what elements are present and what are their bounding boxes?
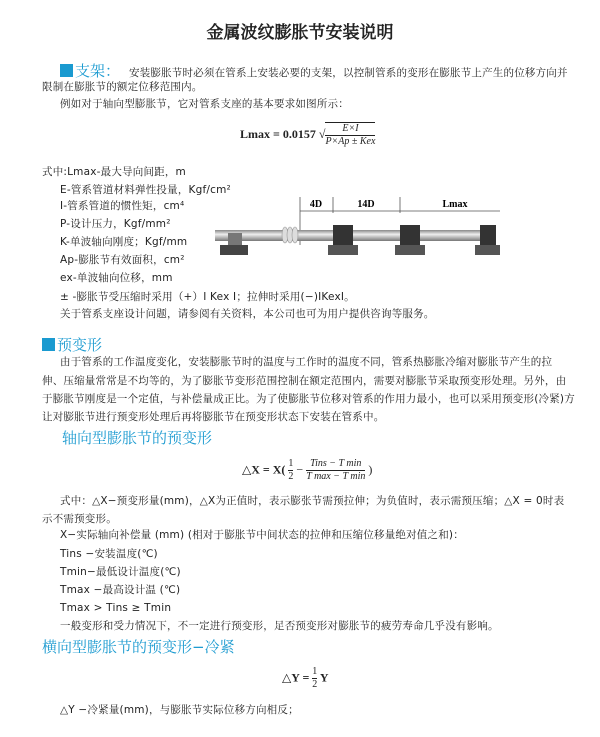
- definition-line: Tmin−最低设计温度(℃): [60, 566, 181, 578]
- heading-text: 预变形: [57, 336, 103, 354]
- paragraph-line: 于膨胀节刚度是一个定值，与补偿量成正比。为了使膨胀节位移对管系的作用力最小，也可以采用预变形(冷紧)方: [42, 393, 575, 405]
- formula-rhs: Y: [319, 670, 329, 685]
- definition-line: ex-单波轴向位移，mm: [60, 272, 173, 284]
- subheading-lateral: 横向型膨胀节的预变形−冷紧: [42, 638, 235, 656]
- label-lmax: Lmax: [442, 199, 468, 210]
- formula-delta-y: [282, 666, 329, 691]
- denominator: T max − T min: [306, 471, 366, 482]
- formula-delta-x: [242, 458, 372, 483]
- numerator: E×I: [325, 123, 375, 136]
- formula-fraction: [325, 122, 375, 148]
- denominator: P×Ap ± Kex: [325, 136, 376, 147]
- formula-lmax: Lmax = 0.0157 √ $\frac{E\times I}{\text{P×Ap ± Kex}}$: [240, 123, 376, 147]
- formula-lhs: △X = X(: [242, 462, 286, 477]
- definition-line: 关于管系支座设计问题，请参阅有关资料，本公司也可为用户提供咨询等服务。: [60, 308, 435, 320]
- half-fraction: [288, 458, 293, 483]
- definition-line: Ap-膨胀节有效面积，cm²: [60, 254, 185, 266]
- section-heading-support: [60, 61, 120, 81]
- half-fraction: [312, 666, 317, 691]
- denominator: 2: [312, 679, 318, 690]
- definition-line: Tmax > Tins ≥ Tmin: [60, 602, 172, 614]
- definition-line: Tins −安装温度(℃): [60, 548, 158, 560]
- definition-line: E-管系管道材料弹性投量，Kgf/cm²: [60, 184, 231, 196]
- subheading-axial: 轴向型膨胀节的预变形: [62, 429, 213, 447]
- bellows: [282, 227, 298, 243]
- square-bullet-icon: [60, 64, 73, 77]
- definition-line: ± -膨胀节受压缩时采用（+）I Kex I；拉伸时采用(−)IKexI。: [60, 291, 355, 303]
- paragraph-line: 安装膨胀节时必须在管系上安装必要的支架，以控制管系的变形在膨胀节上产生的位移方向并: [129, 67, 568, 79]
- definition-line: X−实际轴向补偿量 (mm) (相对于膨胀节中间状态的拉伸和压缩位移量绝对值之和)：: [60, 529, 464, 541]
- paragraph-line: 式中：△X−预变形量(mm)，△X为正值时，表示膨张节需预拉伸；为负值时，表示需预压缩；△X = 0时表: [60, 495, 565, 507]
- section-heading-predeform: [42, 335, 102, 355]
- definition-line: I-管系管道的惯性矩，cm⁴: [60, 200, 185, 212]
- formula-lhs: Lmax = 0.0157: [240, 126, 316, 141]
- paragraph-line: 伸、压缩量常常是不均等的，为了膨胀节变形范围控制在额定范围内，需要对膨胀节采取预变形处理。另外，由: [42, 375, 567, 387]
- numerator: Tins − T min: [306, 458, 365, 471]
- close-paren: ): [368, 462, 373, 477]
- paragraph-line: 让对膨胀节进行预变形处理后再将膨胀节在预变形状态下安装在管系中。: [42, 411, 385, 423]
- paragraph-line: 例如对于轴向型膨胀节，它对管系支座的基本要求如图所示：: [60, 98, 349, 110]
- square-bullet-icon: [42, 338, 55, 351]
- definition-line: K-单波轴向刚度；Kgf/mm: [60, 236, 188, 248]
- paragraph-line: 由于管系的工作温度变化，安装膨胀节时的温度与工作时的温度不同，管系热膨胀冷缩对膨胀节产生的拉: [60, 356, 553, 368]
- formula-lhs: △Y =: [282, 670, 310, 685]
- definition-line: Tmax −最高设计温 (℃): [60, 584, 181, 596]
- paragraph-line: 限制在膨胀节的额定位移范围内。: [42, 81, 203, 93]
- paragraph-line: 示不需预变形。: [42, 513, 117, 525]
- heading-text: 支架：: [75, 62, 121, 80]
- pipe: [215, 230, 495, 241]
- label-14d: 14D: [357, 199, 375, 210]
- definition-line: P-设计压力，Kgf/mm²: [60, 218, 171, 230]
- page-title: 金属波纹膨胀节安装说明: [206, 23, 394, 43]
- numerator: 1: [288, 458, 294, 469]
- definition-line: △Y −冷紧量(mm)，与膨胀节实际位移方向相反；: [60, 704, 299, 716]
- definition-line: 式中:Lmax-最大导向间距，m: [42, 166, 186, 178]
- denominator: 2: [288, 471, 294, 482]
- support-diagram: [210, 195, 500, 270]
- minus-sign: −: [296, 462, 304, 477]
- numerator: 1: [312, 666, 318, 677]
- temperature-fraction: [306, 458, 365, 483]
- paragraph-line: 一般变形和受力情况下，不一定进行预变形，足否预变形对膨胀节的疲劳寿命几乎没有影响。: [60, 620, 499, 632]
- label-4d: 4D: [309, 199, 323, 210]
